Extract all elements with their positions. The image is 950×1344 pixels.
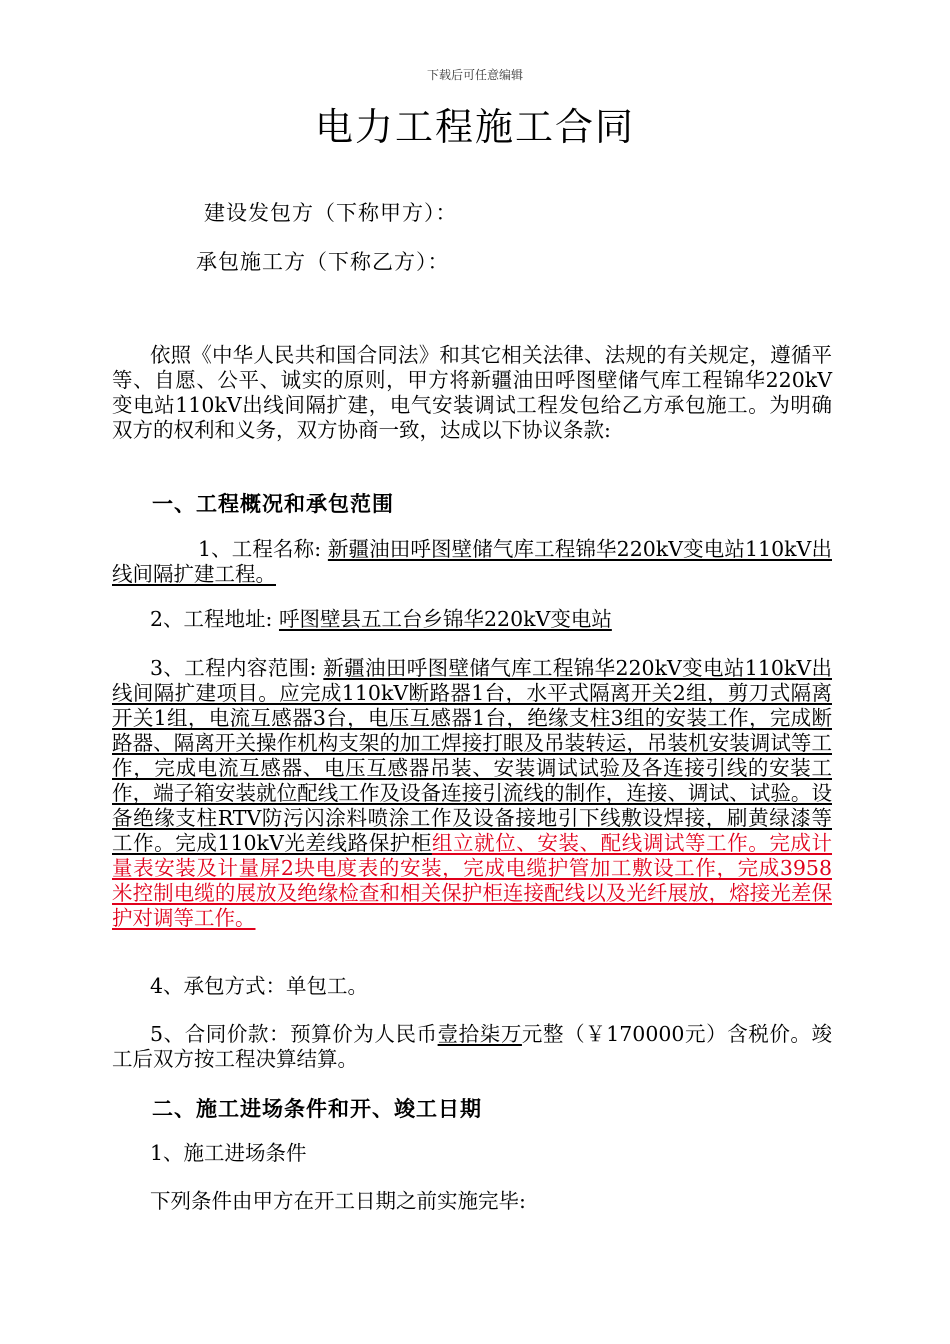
section1-heading: 一、工程概况和承包范围 [152, 492, 394, 516]
party-a-line: 建设发包方（下称甲方）： [204, 201, 458, 225]
section2-heading: 二、施工进场条件和开、竣工日期 [152, 1097, 482, 1121]
item5-amount: 壹拾柒万 [437, 1022, 522, 1046]
document-title: 电力工程施工合同 [314, 105, 635, 149]
item5-prefix: 5、合同价款：预算价为人民币 [150, 1022, 438, 1046]
item1-label: 1、工程名称: [198, 537, 322, 561]
intro-paragraph: 依照《中华人民共和国合同法》和其它相关法律、法规的有关规定，遵循平等、自愿、公平、诚实的原则，甲方将新疆油田呼图壁储气库工程锦华220kV变电站110kV出线间隔扩建，电气安装调试工程发包给乙方承包施工。为明确双方的权利和义务，双方协商一致，达成以下协议条款: [112, 343, 832, 442]
section1-item1 [112, 537, 832, 587]
section1-item3 [112, 656, 832, 931]
section1-item2 [112, 607, 832, 632]
party-b-line: 承包施工方（下称乙方）： [196, 250, 450, 274]
item3-value-red: 组立就位、安装、配线调试等工作。完成计量表安装及计量屏2块电度表的安装，完成电缆护管加工敷设工作，完成3958米控制电缆的展放及绝缘检查和相关保护柜连接配线以及光纤展放，熔接光差保护对调等工作。 [112, 831, 833, 930]
item5-suffix: 元整（￥170000元）含税价。竣工后双方按工程决算结算。 [112, 1022, 833, 1071]
header-note: 下载后可任意编辑 [426, 68, 523, 82]
item1-value: 新疆油田呼图壁储气库工程锦华220kV变电站110kV出线间隔扩建工程。 [112, 537, 832, 586]
section1-item4: 4、承包方式：单包工。 [150, 974, 369, 998]
item3-value-black: 新疆油田呼图壁储气库工程锦华220kV变电站110kV出线间隔扩建项目。应完成110kV断路器1台，水平式隔离开关2组，剪刀式隔离开关1组，电流互感器3台，电压互感器1台，绝缘支柱3组的安装工作，完成断路器、隔离开关操作机构支架的加工焊接打眼及吊装转运，吊装机安装调试等工作，完成电流互感器、电压互感器吊装、安装调试试验及各连接引线的安装工作，端子箱安装就位配线工作及设备连接引流线的制作，连接、调试、试验。设备绝缘支柱RTV防污闪涂料喷涂工作及设备接地引下线敷设焊接，刷黄绿漆等工作。完成110kV光差线路保护柜 [112, 656, 832, 855]
section2-para1: 下列条件由甲方在开工日期之前实施完毕: [150, 1189, 526, 1213]
section2-item1: 1、施工进场条件 [150, 1141, 307, 1165]
item2-label: 2、工程地址: [150, 607, 273, 631]
section1-item5 [112, 1022, 832, 1072]
item3-label: 3、工程内容范围: [150, 656, 317, 680]
item2-value: 呼图壁县五工台乡锦华220kV变电站 [278, 607, 612, 631]
